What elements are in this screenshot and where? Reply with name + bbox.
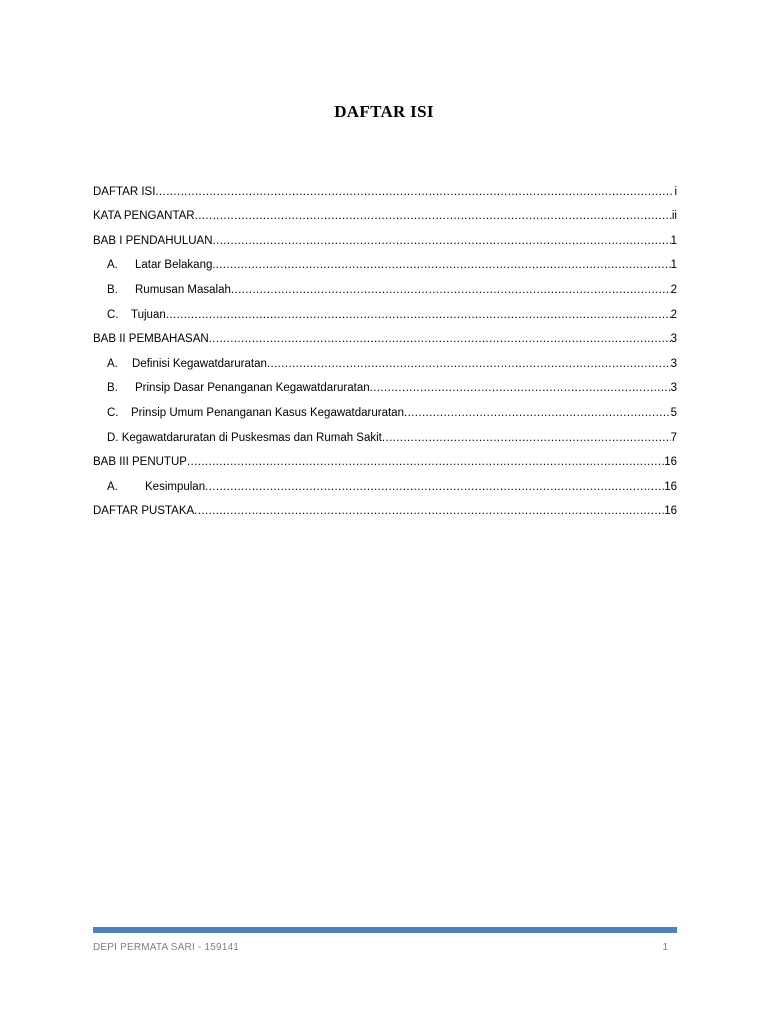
toc-entry-page: 3	[670, 382, 677, 395]
toc-entry-label	[107, 381, 370, 395]
toc-entry-page: 7	[670, 431, 677, 444]
toc-entry-text: Definisi Kegawatdaruratan	[132, 357, 267, 370]
toc-entry[interactable]	[93, 227, 677, 252]
toc-entry-text: D. Kegawatdaruratan di Puskesmas dan Rumah Sakit	[107, 431, 382, 444]
toc-entry-page: 1	[670, 259, 677, 272]
toc-entry-marker: A.	[107, 259, 118, 272]
toc-leader-dots	[155, 185, 674, 199]
toc-entry-text: KATA PENGANTAR	[93, 210, 195, 223]
toc-entry[interactable]	[93, 203, 677, 228]
footer-author: DEPI PERMATA SARI - 159141	[93, 942, 239, 953]
toc-entry-text: BAB I PENDAHULUAN	[93, 234, 213, 247]
toc-entry-marker: A.	[107, 357, 118, 370]
toc-entry-label	[107, 258, 216, 272]
toc-leader-dots	[382, 431, 671, 445]
toc-entry-label	[93, 234, 213, 248]
toc-entry-label	[107, 406, 404, 420]
toc-entry[interactable]	[93, 276, 677, 301]
toc-entry[interactable]	[93, 301, 677, 326]
page-title: DAFTAR ISI	[334, 102, 434, 121]
toc-entry-label	[107, 283, 231, 297]
toc-leader-dots	[195, 209, 672, 223]
toc-entry-page: 16	[664, 480, 677, 493]
toc-leader-dots	[194, 504, 664, 518]
toc-entry-page: 2	[670, 283, 677, 296]
toc-entry-page: 1	[670, 234, 677, 247]
toc-entry-text: Tujuan	[131, 308, 166, 321]
toc-entry-text: Prinsip Umum Penanganan Kasus Kegawatdaruratan	[131, 406, 404, 419]
toc-leader-dots	[209, 332, 671, 346]
toc-entry[interactable]	[93, 178, 677, 203]
toc-leader-dots	[404, 406, 671, 420]
toc-entry-marker: B.	[107, 283, 118, 296]
toc-entry-page: ii	[671, 210, 677, 223]
toc-leader-dots	[267, 357, 671, 371]
toc-entry-label	[93, 504, 194, 518]
toc-entry-page: i	[674, 185, 677, 198]
toc-entry-label	[107, 480, 205, 494]
toc-entry-label	[93, 455, 187, 469]
toc-entry-text: Prinsip Dasar Penanganan Kegawatdaruratan	[135, 382, 370, 395]
toc-entry-page: 5	[670, 406, 677, 419]
toc-entry-text: BAB III PENUTUP	[93, 456, 187, 469]
toc-entry-label	[93, 185, 155, 199]
toc-entry[interactable]	[93, 424, 677, 449]
toc-entry[interactable]	[93, 252, 677, 277]
toc-entry[interactable]	[93, 350, 677, 375]
toc-entry-text: Rumusan Masalah	[135, 283, 231, 296]
toc-entry-page: 16	[664, 505, 677, 518]
toc-entry-marker: C.	[107, 406, 119, 419]
footer-divider	[93, 927, 677, 933]
toc-entry-page: 3	[670, 333, 677, 346]
toc-entry-page: 2	[670, 308, 677, 321]
toc-entry-marker: C.	[107, 308, 119, 321]
toc-entry-label	[107, 431, 382, 445]
toc-entry-label	[93, 209, 195, 223]
toc-entry-page: 3	[670, 357, 677, 370]
toc-entry-text: BAB II PEMBAHASAN	[93, 333, 209, 346]
toc-entry-label	[107, 357, 267, 371]
toc-entry-label	[107, 308, 166, 322]
toc-entry-marker: B.	[107, 382, 118, 395]
toc-entry[interactable]	[93, 498, 677, 523]
toc-leader-dots	[370, 381, 671, 395]
toc-entry[interactable]	[93, 375, 677, 400]
toc-leader-dots	[231, 283, 671, 297]
toc-entry-marker: A.	[107, 480, 118, 493]
toc-leader-dots	[216, 258, 671, 272]
toc-entry-label	[93, 332, 209, 346]
toc-leader-dots	[205, 480, 664, 494]
toc-leader-dots	[187, 455, 664, 469]
toc-entry-text: Latar Belakang.	[135, 259, 216, 272]
toc-entry-page: 16	[664, 456, 677, 469]
footer-page-number: 1	[662, 942, 668, 953]
toc-leader-dots	[213, 234, 671, 248]
toc-entry-text: Kesimpulan	[145, 480, 206, 493]
toc-entry[interactable]	[93, 399, 677, 424]
toc-entry-text: DAFTAR PUSTAKA	[93, 505, 195, 518]
toc-entry[interactable]	[93, 326, 677, 351]
toc-leader-dots	[166, 308, 671, 322]
table-of-contents	[93, 178, 677, 522]
toc-entry[interactable]	[93, 449, 677, 474]
toc-entry[interactable]	[93, 473, 677, 498]
toc-entry-text: DAFTAR ISI	[93, 185, 156, 198]
